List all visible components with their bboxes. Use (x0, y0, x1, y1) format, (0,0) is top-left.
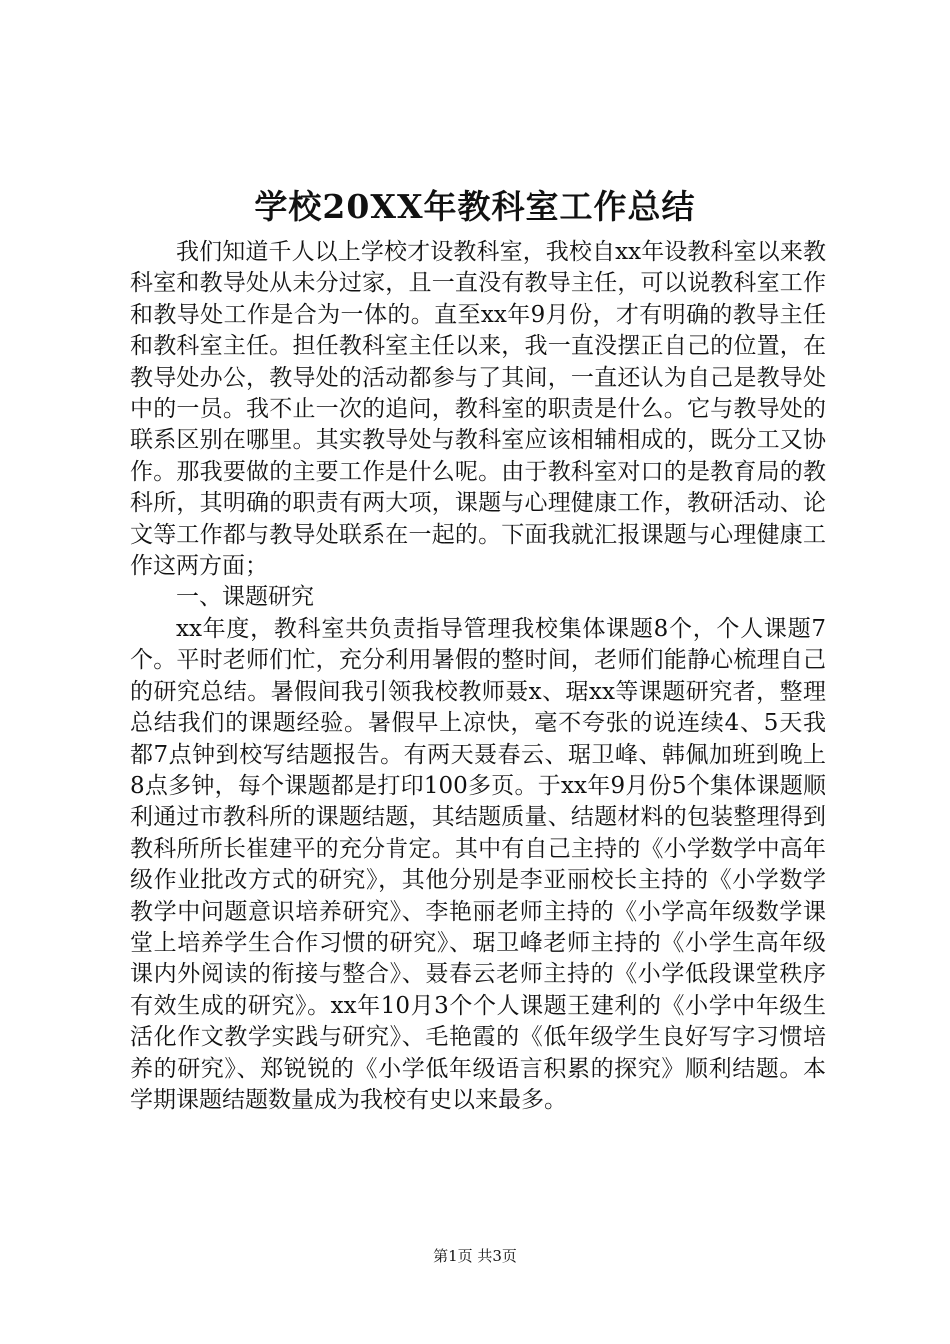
page-number-footer: 第1页 共3页 (433, 1247, 517, 1265)
paragraph-intro: 我们知道千人以上学校才设教科室，我校自xx年设教科室以来教科室和教导处从未分过家，且一直没有教导主任，可以说教科室工作和教导处工作是合为一体的。直至xx年9月份，才有明确的教导主任和教科室主任。担任教科室主任以来，我一直没摆正自己的位置，在教导处办公，教导处的活动都参与了其间，一直还认为自己是教导处中的一员。我不止一次的追问，教科室的职责是什么。它与教导处的联系区别在哪里。其实教导处与教科室应该相辅相成的，既分工又协作。那我要做的主要工作是什么呢。由于教科室对口的是教育局的教科所，其明确的职责有两大项，课题与心理健康工作，教研活动、论文等工作都与教导处联系在一起的。下面我就汇报课题与心理健康工作这两方面； (130, 239, 826, 580)
document-body (130, 237, 826, 1116)
document-title: 学校20XX年教科室工作总结 (254, 187, 696, 226)
section-heading-research: 一、课题研究 (176, 584, 314, 611)
paragraph-research: xx年度，教科室共负责指导管理我校集体课题8个，个人课题7个。平时老师们忙，充分利用暑假的整时间，老师们能静心梳理自己的研究总结。暑假间我引领我校教师聂x、琚xx等课题研究者，整理总结我们的课题经验。暑假早上凉快，毫不夸张的说连续4、5天我都7点钟到校写结题报告。有两天聂春云、琚卫峰、韩佩加班到晚上8点多钟，每个课题都是打印100多页。于xx年9月份5个集体课题顺利通过市教科所的课题结题，其结题质量、结题材料的包装整理得到教科所所长崔建平的充分肯定。其中有自己主持的《小学数学中高年级作业批改方式的研究》，其他分别是李亚丽校长主持的《小学数学教学中问题意识培养研究》、李艳丽老师主持的《小学高年级数学课堂上培养学生合作习惯的研究》、琚卫峰老师主持的《小学生高年级课内外阅读的衔接与整合》、聂春云老师主持的《小学低段课堂秩序有效生成的研究》。xx年10月3个个人课题王建利的《小学中年级生活化作文教学实践与研究》、毛艳霞的《低年级学生良好写字习惯培养的研究》、郑锐锐的《小学低年级语言积累的探究》顺利结题。本学期课题结题数量成为我校有史以来最多。 (130, 615, 826, 1113)
